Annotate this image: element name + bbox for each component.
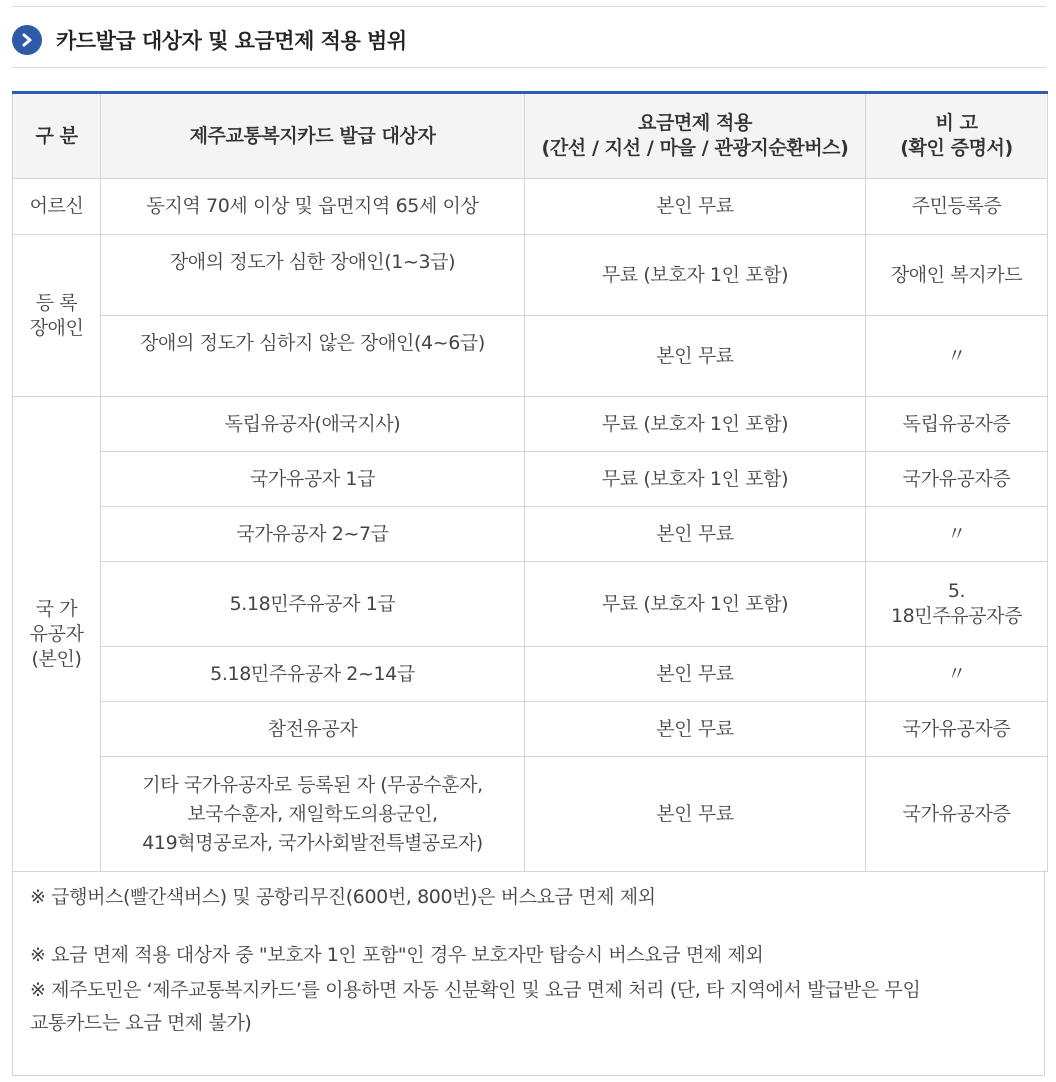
header-target: 제주교통복지카드 발급 대상자	[101, 93, 525, 179]
group-elderly: 어르신	[13, 179, 101, 235]
table-row	[13, 562, 1048, 647]
chevron-right-icon	[12, 25, 42, 55]
note-cell: 주민등록증	[866, 179, 1048, 235]
target-cell: 5.18민주유공자 1급	[101, 562, 525, 647]
group-merit-line2: 유공자	[29, 622, 84, 645]
header-fee-subtitle: (간선 / 지선 / 마을 / 관광지순환버스)	[541, 137, 849, 159]
fee-cell: 무료 (보호자 1인 포함)	[525, 562, 866, 647]
target-cell	[101, 757, 525, 872]
table-row	[13, 397, 1048, 452]
note-cell: 〃	[866, 507, 1048, 562]
table-header-row	[13, 93, 1048, 179]
fee-cell: 무료 (보호자 1인 포함)	[525, 235, 866, 316]
table-row	[13, 452, 1048, 507]
table-row	[13, 179, 1048, 235]
note-cell: 〃	[866, 316, 1048, 397]
notes-box	[12, 870, 1045, 1076]
note-jeju-residents-cont: 교통카드는 요금 면제 불가)	[30, 1012, 252, 1034]
fee-cell: 무료 (보호자 1인 포함)	[525, 452, 866, 507]
target-cell: 장애의 정도가 심하지 않은 장애인(4~6급)	[101, 316, 525, 397]
group-disabled	[13, 235, 101, 397]
note-jeju-residents: ※ 제주도민은 ‘제주교통복지카드’를 이용하면 자동 신분확인 및 요금 면제 처리 (단, 타 지역에서 발급받은 무임	[30, 979, 921, 1001]
header-fee	[525, 93, 866, 179]
note-cell: 독립유공자증	[866, 397, 1048, 452]
target-line1: 기타 국가유공자로 등록된 자 (무공수훈자,	[142, 773, 483, 796]
header-fee-title: 요금면제 적용	[638, 112, 752, 134]
group-merit-line3: (본인)	[31, 647, 82, 670]
note-cell: 국가유공자증	[866, 757, 1048, 872]
section-title: 카드발급 대상자 및 요금면제 적용 범위	[56, 29, 407, 53]
target-line2: 보국수훈자, 재일학도의용군인,	[187, 802, 438, 825]
table-row	[13, 702, 1048, 757]
table-row	[13, 507, 1048, 562]
note-cell: 국가유공자증	[866, 702, 1048, 757]
section-header	[12, 20, 407, 60]
group-merit-line1: 국 가	[35, 597, 78, 620]
fee-cell: 본인 무료	[525, 316, 866, 397]
target-cell: 5.18민주유공자 2~14급	[101, 647, 525, 702]
target-cell: 국가유공자 2~7급	[101, 507, 525, 562]
note-guardian: ※ 요금 면제 적용 대상자 중 "보호자 1인 포함"인 경우 보호자만 탑승시 버스요금 면제 제외	[30, 944, 764, 966]
group-disabled-line1: 등 록	[35, 291, 78, 314]
target-cell: 독립유공자(애국지사)	[101, 397, 525, 452]
header-note-title: 비 고	[935, 112, 978, 134]
fee-cell: 무료 (보호자 1인 포함)	[525, 397, 866, 452]
target-cell: 참전유공자	[101, 702, 525, 757]
table-row	[13, 235, 1048, 316]
target-line3: 419혁명공로자, 국가사회발전특별공로자)	[142, 831, 483, 854]
fee-cell: 본인 무료	[525, 757, 866, 872]
note-line1: 5.	[947, 580, 966, 602]
header-note-subtitle: (확인 증명서)	[900, 137, 1013, 159]
fee-cell: 본인 무료	[525, 179, 866, 235]
fee-cell: 본인 무료	[525, 647, 866, 702]
table-row	[13, 316, 1048, 397]
note-line2: 18민주유공자증	[890, 605, 1023, 627]
group-disabled-line2: 장애인	[29, 316, 84, 339]
fee-exemption-table	[12, 91, 1048, 872]
note-cell: 장애인 복지카드	[866, 235, 1048, 316]
title-divider	[12, 67, 1046, 68]
header-note	[866, 93, 1048, 179]
fee-cell: 본인 무료	[525, 507, 866, 562]
fee-cell: 본인 무료	[525, 702, 866, 757]
top-divider	[12, 6, 1046, 7]
group-merit	[13, 397, 101, 872]
target-cell: 국가유공자 1급	[101, 452, 525, 507]
table-row	[13, 647, 1048, 702]
note-cell	[866, 562, 1048, 647]
target-cell: 장애의 정도가 심한 장애인(1~3급)	[101, 235, 525, 316]
table-row	[13, 757, 1048, 872]
target-cell: 동지역 70세 이상 및 읍면지역 65세 이상	[101, 179, 525, 235]
header-category: 구 분	[13, 93, 101, 179]
note-express-bus: ※ 급행버스(빨간색버스) 및 공항리무진(600번, 800번)은 버스요금 면제 제외	[30, 886, 656, 908]
note-cell: 〃	[866, 647, 1048, 702]
note-cell: 국가유공자증	[866, 452, 1048, 507]
